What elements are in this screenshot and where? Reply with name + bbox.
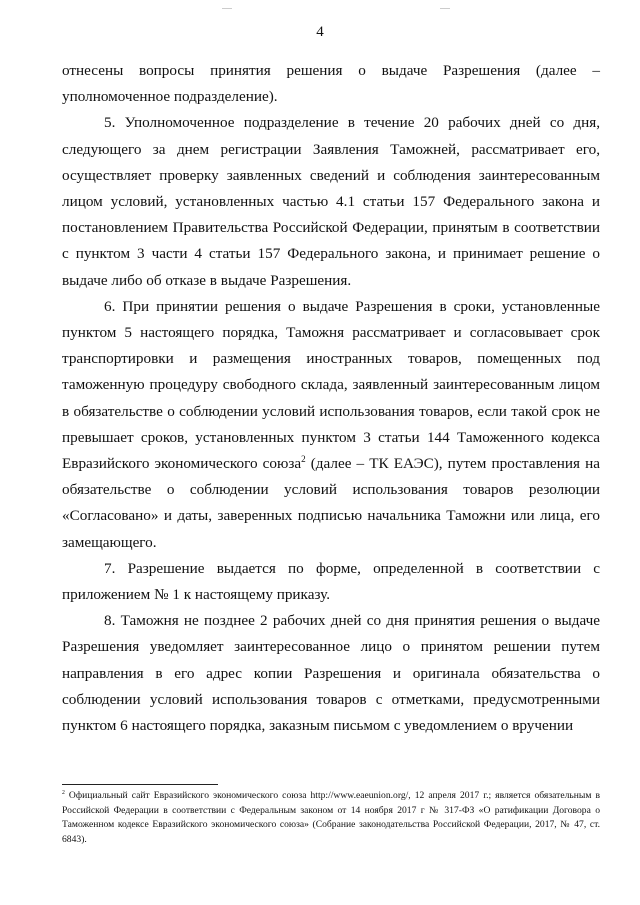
footnote-text: Официальный сайт Евразийского экономического союза http://www.eaeunion.org/, 12 апреля 2017 г.; является обязательным в Российской Федерации в соответствии с Федеральным законом от 14 ноября 2017 г № 317-ФЗ «О ратификации Договора о Таможенном кодексе Евразийского экономического союза» (Собрание законодательства Российской Федерации, 2017, № 47, ст. 6843). [62,790,600,845]
footnote [62,789,600,847]
paragraph-8: 8. Таможня не позднее 2 рабочих дней со дня принятия решения о выдаче Разрешения уведомляет заинтересованное лицо о принятом решении путем направления в его адрес копии Разрешения и оригинала обязательства о соблюдении условий использования товаров с отметками, предусмотренными пунктом 6 настоящего порядка, заказным письмом с уведомлением о вручении [62,612,600,735]
page-number: 4 [316,24,324,40]
scan-mark [222,8,232,9]
document-body [62,58,600,739]
footnote-separator [62,784,218,785]
footnote-reference: 2 [301,453,306,464]
paragraph-continuation: отнесены вопросы принятия решения о выдаче Разрешения (далее – уполномоченное подразделение). [62,62,600,106]
paragraph-6-text-after: (далее – ТК ЕАЭС), путем проставления на обязательстве о соблюдении условий использования товаров резолюции «Согласовано» и даты, заверенных подписью начальника Таможни или лица, его замещающего. [62,455,600,551]
scan-mark [440,8,450,9]
paragraph-6 [62,294,600,556]
paragraph-7: 7. Разрешение выдается по форме, определенной в соответствии с приложением № 1 к настоящему приказу. [62,559,600,604]
paragraph-6-text-before: 6. При принятии решения о выдаче Разрешения в сроки, установленные пунктом 5 настоящего порядка, Таможня рассматривает и согласовывает срок транспортировки и размещения иностранных товаров, помещенных под таможенную процедуру свободного склада, заявленный заинтересованным лицом в обязательстве о соблюдении условий использования товаров, если такой срок не превышает сроков, установленных пунктом 3 статьи 144 Таможенного кодекса Евразийского экономического союза [62,297,600,473]
paragraph-5: 5. Уполномоченное подразделение в течение 20 рабочих дней со дня, следующего за днем регистрации Заявления Таможней, рассматривает его, осуществляет проверку заявленных сведений и соблюдения заинтересованным лицом условий, установленных частью 4.1 статьи 157 Федерального закона и постановлением Правительства Российской Федерации, принятым в соответствии с пунктом 3 части 4 статьи 157 Федерального закона, и принимает решение о выдаче либо об отказе в выдаче Разрешения. [62,114,600,289]
footnote-marker: 2 [62,789,65,796]
